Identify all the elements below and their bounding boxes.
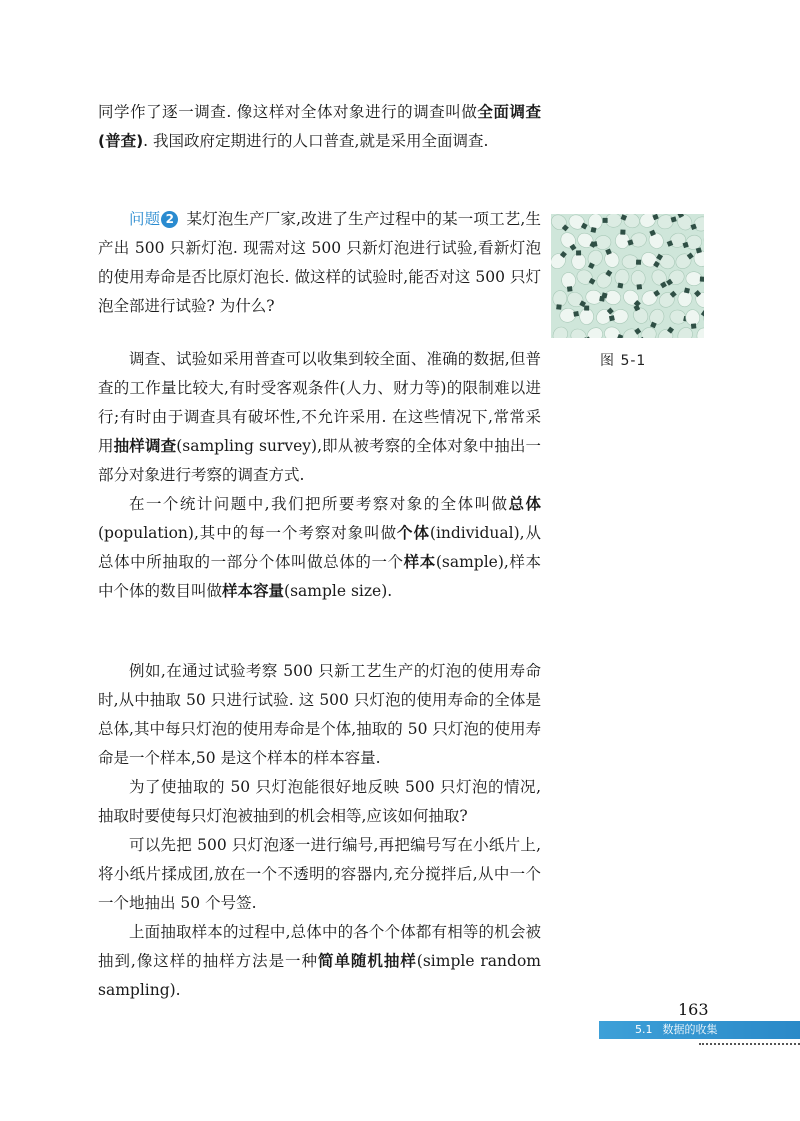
light-bulb-icon	[620, 287, 643, 310]
light-bulb-icon	[676, 286, 694, 308]
footer-dotted-line	[699, 1043, 800, 1045]
light-bulb-icon	[691, 287, 704, 311]
paragraph-text: 在一个统计问题中,我们把所要考察对象的全体叫做	[129, 495, 509, 513]
light-bulb-icon	[594, 267, 616, 291]
light-bulb-icon	[696, 327, 704, 338]
light-bulb-icon	[622, 254, 642, 269]
light-bulb-icon	[580, 306, 594, 325]
light-bulb-icon	[591, 234, 612, 251]
paragraph-text: (sampling survey),即从被考察的全体对象中抽出一部分对象进行考察的调查方式.	[98, 437, 541, 484]
term-full-survey: 全面调查(普查)	[98, 103, 541, 150]
section-footer-bar	[599, 1021, 800, 1039]
light-bulb-icon	[603, 214, 622, 227]
term-population: 总体	[508, 495, 541, 513]
question-label: 问题	[129, 210, 161, 228]
paragraph-text: (population),其中的每一个考察对象叫做	[98, 524, 398, 542]
light-bulb-icon	[586, 214, 604, 234]
light-bulb-icon	[673, 249, 697, 272]
light-bulb-icon	[620, 324, 644, 338]
light-bulb-icon	[572, 250, 586, 269]
paragraph-lottery-method: 可以先把 500 只灯泡逐一进行编号,再把编号写在小纸片上,将小纸片揉成团,放在一个不透明的容器内,充分搅拌后,从中一个一个地抽出 50 个号签.	[98, 836, 541, 912]
light-bulb-icon	[629, 303, 650, 326]
light-bulb-icon	[601, 247, 621, 270]
light-bulb-icon	[626, 231, 648, 250]
light-bulb-icon	[630, 270, 646, 291]
term-simple-random-sampling: 简单随机抽样	[317, 952, 417, 970]
question-number-badge: 2	[161, 211, 178, 228]
light-bulb-icon	[551, 324, 571, 338]
light-bulb-icon	[574, 267, 597, 289]
light-bulb-icon	[602, 325, 625, 338]
paragraph-simple-random-sampling	[98, 918, 541, 1005]
paragraph-definitions	[98, 490, 541, 606]
paragraph-text: 上面抽取样本的过程中,总体中的各个个体都有相等的机会被抽到,像这样的抽样方法是一种	[98, 923, 541, 970]
light-bulb-icon	[615, 229, 630, 249]
paragraph-full-survey	[98, 98, 541, 156]
light-bulb-icon	[649, 267, 671, 290]
paragraph-example	[98, 657, 541, 1005]
light-bulb-icon	[685, 309, 701, 329]
paragraph-text: 调查、试验如采用普查可以收集到较全面、准确的数据,但普查的工作量比较大,有时受客观条件(人力、财力等)的限制难以进行;有时由于调查具有破坏性,不允许采用. 在这些情况下,常常采用	[98, 350, 541, 455]
light-bulb-icon	[639, 286, 663, 308]
light-bulb-icon	[561, 272, 577, 293]
light-bulb-icon	[619, 214, 642, 230]
light-bulb-icon	[551, 214, 572, 235]
light-bulbs-image	[551, 214, 704, 338]
light-bulb-icon	[558, 230, 580, 254]
paragraph-text: (individual),从总体中所抽取的一部分个体叫做总体的一个	[98, 524, 541, 571]
light-bulb-icon	[584, 248, 605, 271]
paragraph-text: (simple random sampling).	[98, 952, 541, 999]
light-bulb-icon	[646, 307, 666, 330]
paragraph-how-to-sample: 为了使抽取的 50 只灯泡能很好地反映 500 只灯泡的情况,抽取时要使每只灯泡被抽到的机会相等,应该如何抽取?	[98, 778, 541, 825]
term-sampling-survey: 抽样调查	[113, 437, 177, 455]
page-number: 163	[678, 1000, 709, 1019]
paragraph-sampling-survey	[98, 345, 541, 490]
light-bulb-icon	[656, 214, 678, 231]
light-bulb-icon	[638, 214, 661, 230]
paragraph-text: 同学作了逐一调查. 像这样对全体对象进行的调查叫做	[98, 103, 478, 121]
paragraph-example-text: 例如,在通过试验考察 500 只新工艺生产的灯泡的使用寿命时,从中抽取 50 只进行试验. 这 500 只灯泡的使用寿命的全体是总体,其中每只灯泡的使用寿命是个体,抽取的 50 只灯泡的使用寿命是一个样本,50 是这个样本的样本容量.	[98, 662, 541, 767]
light-bulbs-photo	[551, 214, 704, 338]
term-individual: 个体	[397, 524, 430, 542]
light-bulb-icon	[686, 271, 704, 286]
light-bulb-icon	[663, 267, 687, 289]
term-sample: 样本	[403, 553, 436, 571]
light-bulb-icon	[645, 228, 666, 251]
light-bulb-icon	[551, 248, 570, 272]
paragraph-text: (sample),样本中个体的数目叫做	[98, 553, 541, 600]
light-bulb-icon	[559, 307, 580, 324]
paragraph-text: . 我国政府定期进行的人口普查,就是采用全面调查.	[143, 132, 489, 150]
paragraph-text: (sample size).	[284, 582, 393, 600]
light-bulb-icon	[656, 287, 680, 310]
question-text: 某灯泡生产厂家,改进了生产过程中的某一项工艺,生产出 500 只新灯泡. 现需对这 500 只新灯泡进行试验,看新灯泡的使用寿命是否比原灯泡长. 做这样的试验时,能否对这 500 只灯泡全部进行试验? 为什么?	[98, 210, 541, 315]
section-number: 5.1	[635, 1023, 653, 1036]
figure-caption: 图 5-1	[600, 353, 647, 369]
light-bulb-icon	[600, 288, 622, 306]
light-bulb-icon	[613, 268, 630, 289]
light-bulb-icon	[552, 290, 568, 310]
section-title: 数据的收集	[662, 1023, 718, 1036]
light-bulb-icon	[673, 214, 694, 233]
term-sample-size: 样本容量	[222, 582, 285, 600]
light-bulb-icon	[655, 324, 678, 338]
question-2-block	[98, 205, 541, 321]
light-bulb-icon	[566, 214, 589, 233]
